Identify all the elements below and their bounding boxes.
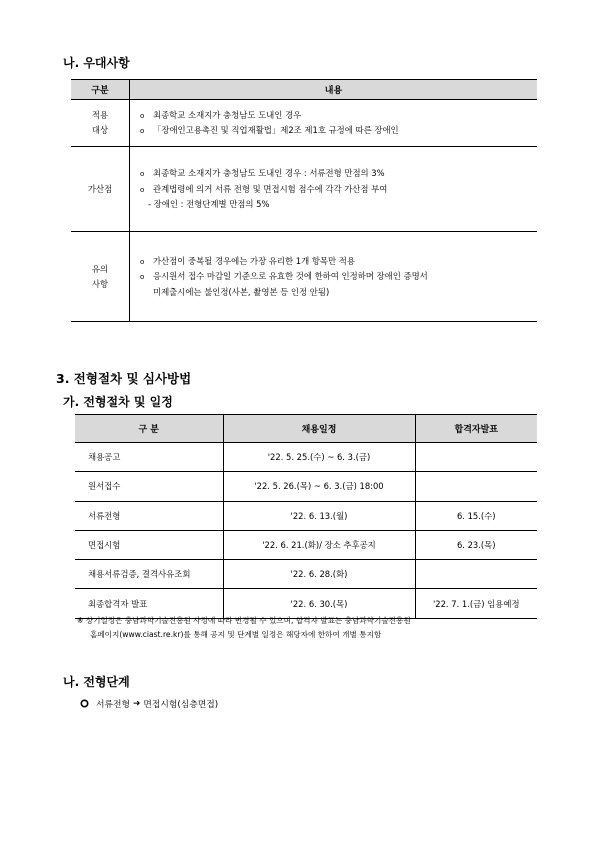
cell-schedule: '22. 6. 21.(화)/ 장소 추후공지: [223, 530, 415, 559]
preference-table: [71, 79, 537, 322]
header-content: 내용: [130, 80, 538, 100]
table-row: [75, 472, 537, 501]
cell-announcement: [415, 472, 537, 501]
cell-stage: 최종합격자 발표: [75, 589, 223, 618]
table-row: [71, 147, 537, 232]
list-item: 미제출시에는 불인정(사본, 촬영본 등 인정 안됨): [153, 286, 330, 297]
list-item: o 「장애인고용촉진 및 직업재활법」제2조 제1호 규정에 따른 장애인: [140, 125, 399, 135]
table-row: [71, 100, 537, 147]
flow-step-interview: 면접시험(심층면접): [143, 700, 219, 710]
list-item: o 응시원서 접수 마감일 기준으로 유효한 것에 한하여 인정하며 장애인 증명서: [140, 271, 428, 282]
row-content: [130, 232, 538, 322]
flow-step-document-screening: 서류전형: [96, 700, 130, 710]
row-label: 적용 대상: [71, 100, 130, 147]
cell-schedule: '22. 6. 30.(목): [223, 589, 415, 618]
schedule-note: ※ 상기일정은 충남과학기술진흥원 사정에 따라 변경될 수 있으며, 합격자 발표는 충남과학기술진흥원 홈페이지(www.ciast.re.kr)를 통해 공지 및 단계별 일정은 해당자에 한하여 개별 통지함: [77, 616, 411, 639]
list-item: o 가산점이 중복될 경우에는 가장 유리한 1개 항목만 적용: [140, 255, 355, 266]
cell-announcement: [415, 443, 537, 472]
header-category: 구 분: [75, 415, 223, 443]
header-announcement: 합격자발표: [415, 415, 537, 443]
cell-stage: 서류전형: [75, 501, 223, 530]
table-row: [71, 232, 537, 322]
preference-title: 나. 우대사항: [63, 56, 130, 70]
stages-title: 나. 전형단계: [63, 675, 130, 689]
list-item: o 최종학교 소재지가 충청남도 도내인 경우 : 서류전형 만점의 3%: [140, 168, 385, 179]
header-schedule: 채용일정: [223, 415, 415, 443]
cell-announcement: '22. 7. 1.(금) 임용예정: [415, 589, 537, 618]
row-label: 가산점: [71, 147, 130, 232]
row-content: [130, 147, 538, 232]
list-item: o 관계법령에 의거 서류 전형 및 면접시험 점수에 각각 가산점 부여: [140, 183, 388, 194]
cell-schedule: '22. 5. 26.(목) ~ 6. 3.(금) 18:00: [223, 472, 415, 501]
cell-announcement: [415, 560, 537, 589]
table-row: [75, 560, 537, 589]
row-content: [130, 100, 538, 147]
cell-schedule: '22. 6. 13.(월): [223, 501, 415, 530]
arrow-right-icon: ➜: [133, 698, 141, 709]
cell-stage: 채용공고: [75, 443, 223, 472]
schedule-table: [75, 414, 537, 619]
section-3-title: 3. 전형절차 및 심사방법: [56, 371, 192, 386]
cell-stage: 면접시험: [75, 530, 223, 559]
cell-stage: 채용서류검증, 결격사유조회: [75, 560, 223, 589]
row-label: 유의 사항: [71, 232, 130, 322]
cell-announcement: 6. 15.(수): [415, 501, 537, 530]
list-item: o 최종학교 소재지가 충청남도 도내인 경우: [140, 109, 302, 120]
table-row: [75, 443, 537, 472]
table-row: [75, 530, 537, 559]
list-item: - 장애인 : 전형단계별 만점의 5%: [148, 199, 270, 210]
header-category: 구분: [71, 80, 130, 100]
cell-stage: 원서접수: [75, 472, 223, 501]
cell-schedule: '22. 6. 28.(화): [223, 560, 415, 589]
schedule-title: 가. 전형절차 및 일정: [63, 395, 173, 409]
table-row: [75, 501, 537, 530]
stage-flow: [80, 697, 218, 710]
cell-schedule: '22. 5. 25.(수) ~ 6. 3.(금): [223, 443, 415, 472]
bullet-circle-icon: [80, 699, 89, 708]
cell-announcement: 6. 23.(목): [415, 530, 537, 559]
